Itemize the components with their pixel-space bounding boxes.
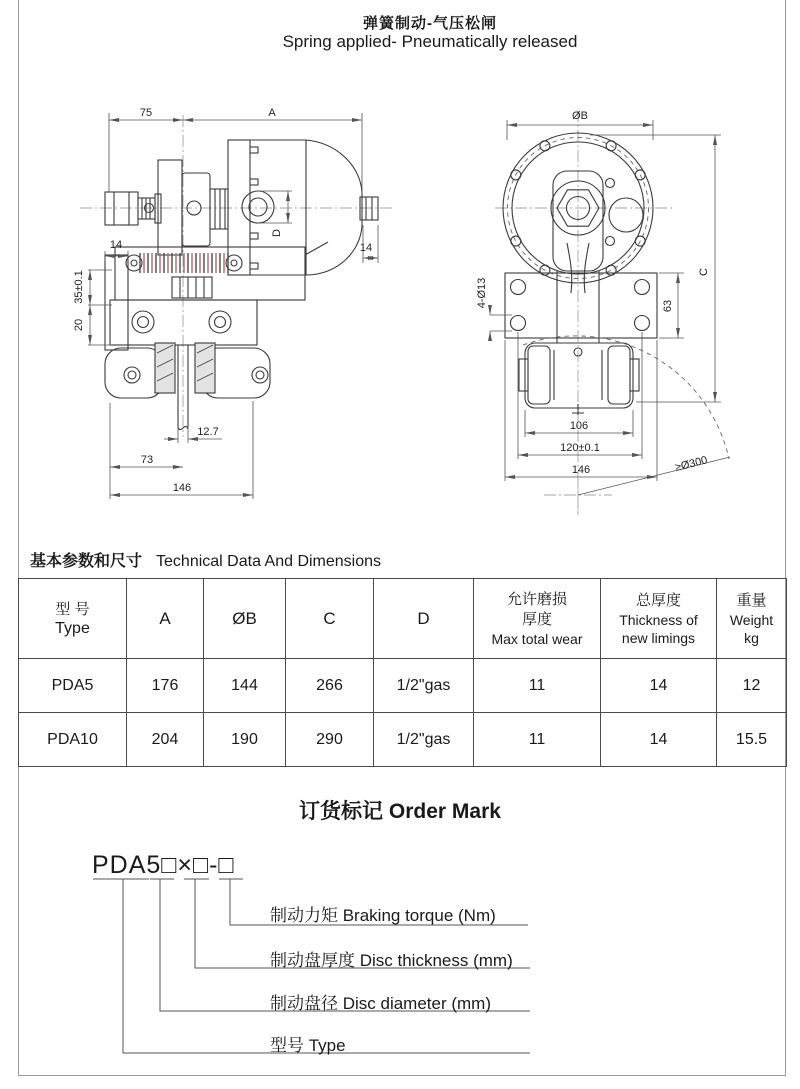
dim-D: D xyxy=(271,229,283,237)
dim-146-left: 146 xyxy=(172,482,192,494)
dim-63: 63 xyxy=(662,299,674,313)
cell: 204 xyxy=(127,713,204,767)
order-mark-label-type: 型号 Type xyxy=(270,1036,346,1055)
cell: 14 xyxy=(601,713,717,767)
dim-OB: ØB xyxy=(572,110,588,122)
front-view-drawing xyxy=(440,95,780,525)
dim-14-right: 14 xyxy=(359,242,373,254)
cell: 266 xyxy=(286,659,374,713)
col-thickness: 总厚度 Thickness of new limings xyxy=(601,579,717,659)
order-mark-label-disc-thickness: 制动盘厚度 Disc thickness (mm) xyxy=(270,951,513,970)
col-type: 型 号 Type xyxy=(19,579,127,659)
order-mark-label-disc-diameter: 制动盘径 Disc diameter (mm) xyxy=(270,994,492,1013)
brake-front-outline xyxy=(503,133,729,459)
page-title-en: Spring applied- Pneumatically released xyxy=(282,32,578,51)
order-mark-title: 订货标记 Order Mark xyxy=(299,800,501,823)
cell: 11 xyxy=(474,659,601,713)
col-D: D xyxy=(374,579,474,659)
table-header-row xyxy=(19,579,787,659)
dim-120: 120±0.1 xyxy=(560,442,600,454)
dim-ge-O300: ≥Ø300 xyxy=(673,454,709,474)
side-view-dimension-lines xyxy=(88,113,378,499)
order-mark-code: PDA5□×□-□ xyxy=(92,851,235,879)
front-view-dimension-lines xyxy=(490,120,730,495)
dim-75: 75 xyxy=(139,107,153,119)
page-title-zh: 弹簧制动-气压松闸 xyxy=(363,15,497,32)
cell: 12 xyxy=(717,659,787,713)
cell: 11 xyxy=(474,713,601,767)
table-row-pda10 xyxy=(19,713,787,767)
centerlines xyxy=(80,115,395,437)
dim-14-left: 14 xyxy=(109,239,123,251)
technical-data-table xyxy=(18,578,787,767)
dim-12-7: 12.7 xyxy=(197,426,219,438)
col-A: A xyxy=(127,579,204,659)
col-OB: ØB xyxy=(204,579,286,659)
col-C: C xyxy=(286,579,374,659)
cell: 1/2"gas xyxy=(374,713,474,767)
order-mark-label-braking-torque: 制动力矩 Braking torque (Nm) xyxy=(270,906,496,925)
col-max-wear: 允许磨损 厚度 Max total wear xyxy=(474,579,601,659)
cell: PDA5 xyxy=(19,659,127,713)
col-weight: 重量 Weight kg xyxy=(717,579,787,659)
cell: 15.5 xyxy=(717,713,787,767)
cell: 190 xyxy=(204,713,286,767)
dim-106: 106 xyxy=(569,420,589,432)
dim-146-right: 146 xyxy=(571,464,591,476)
dim-4-O13: 4-Ø13 xyxy=(476,277,488,309)
section-heading xyxy=(30,548,381,571)
dim-35: 35±0.1 xyxy=(73,270,85,304)
section-heading-en: Technical Data And Dimensions xyxy=(156,553,382,570)
dim-73: 73 xyxy=(140,454,154,466)
side-view-drawing xyxy=(60,95,410,525)
cell: PDA10 xyxy=(19,713,127,767)
section-heading-zh: 基本参数和尺寸 xyxy=(30,553,143,570)
cell: 1/2"gas xyxy=(374,659,474,713)
dim-20: 20 xyxy=(73,318,85,332)
dim-A: A xyxy=(268,107,276,119)
cell: 290 xyxy=(286,713,374,767)
brake-side-outline xyxy=(105,140,378,430)
dim-C: C xyxy=(698,268,710,276)
table-row-pda5 xyxy=(19,659,787,713)
cell: 144 xyxy=(204,659,286,713)
cell: 176 xyxy=(127,659,204,713)
cell: 14 xyxy=(601,659,717,713)
